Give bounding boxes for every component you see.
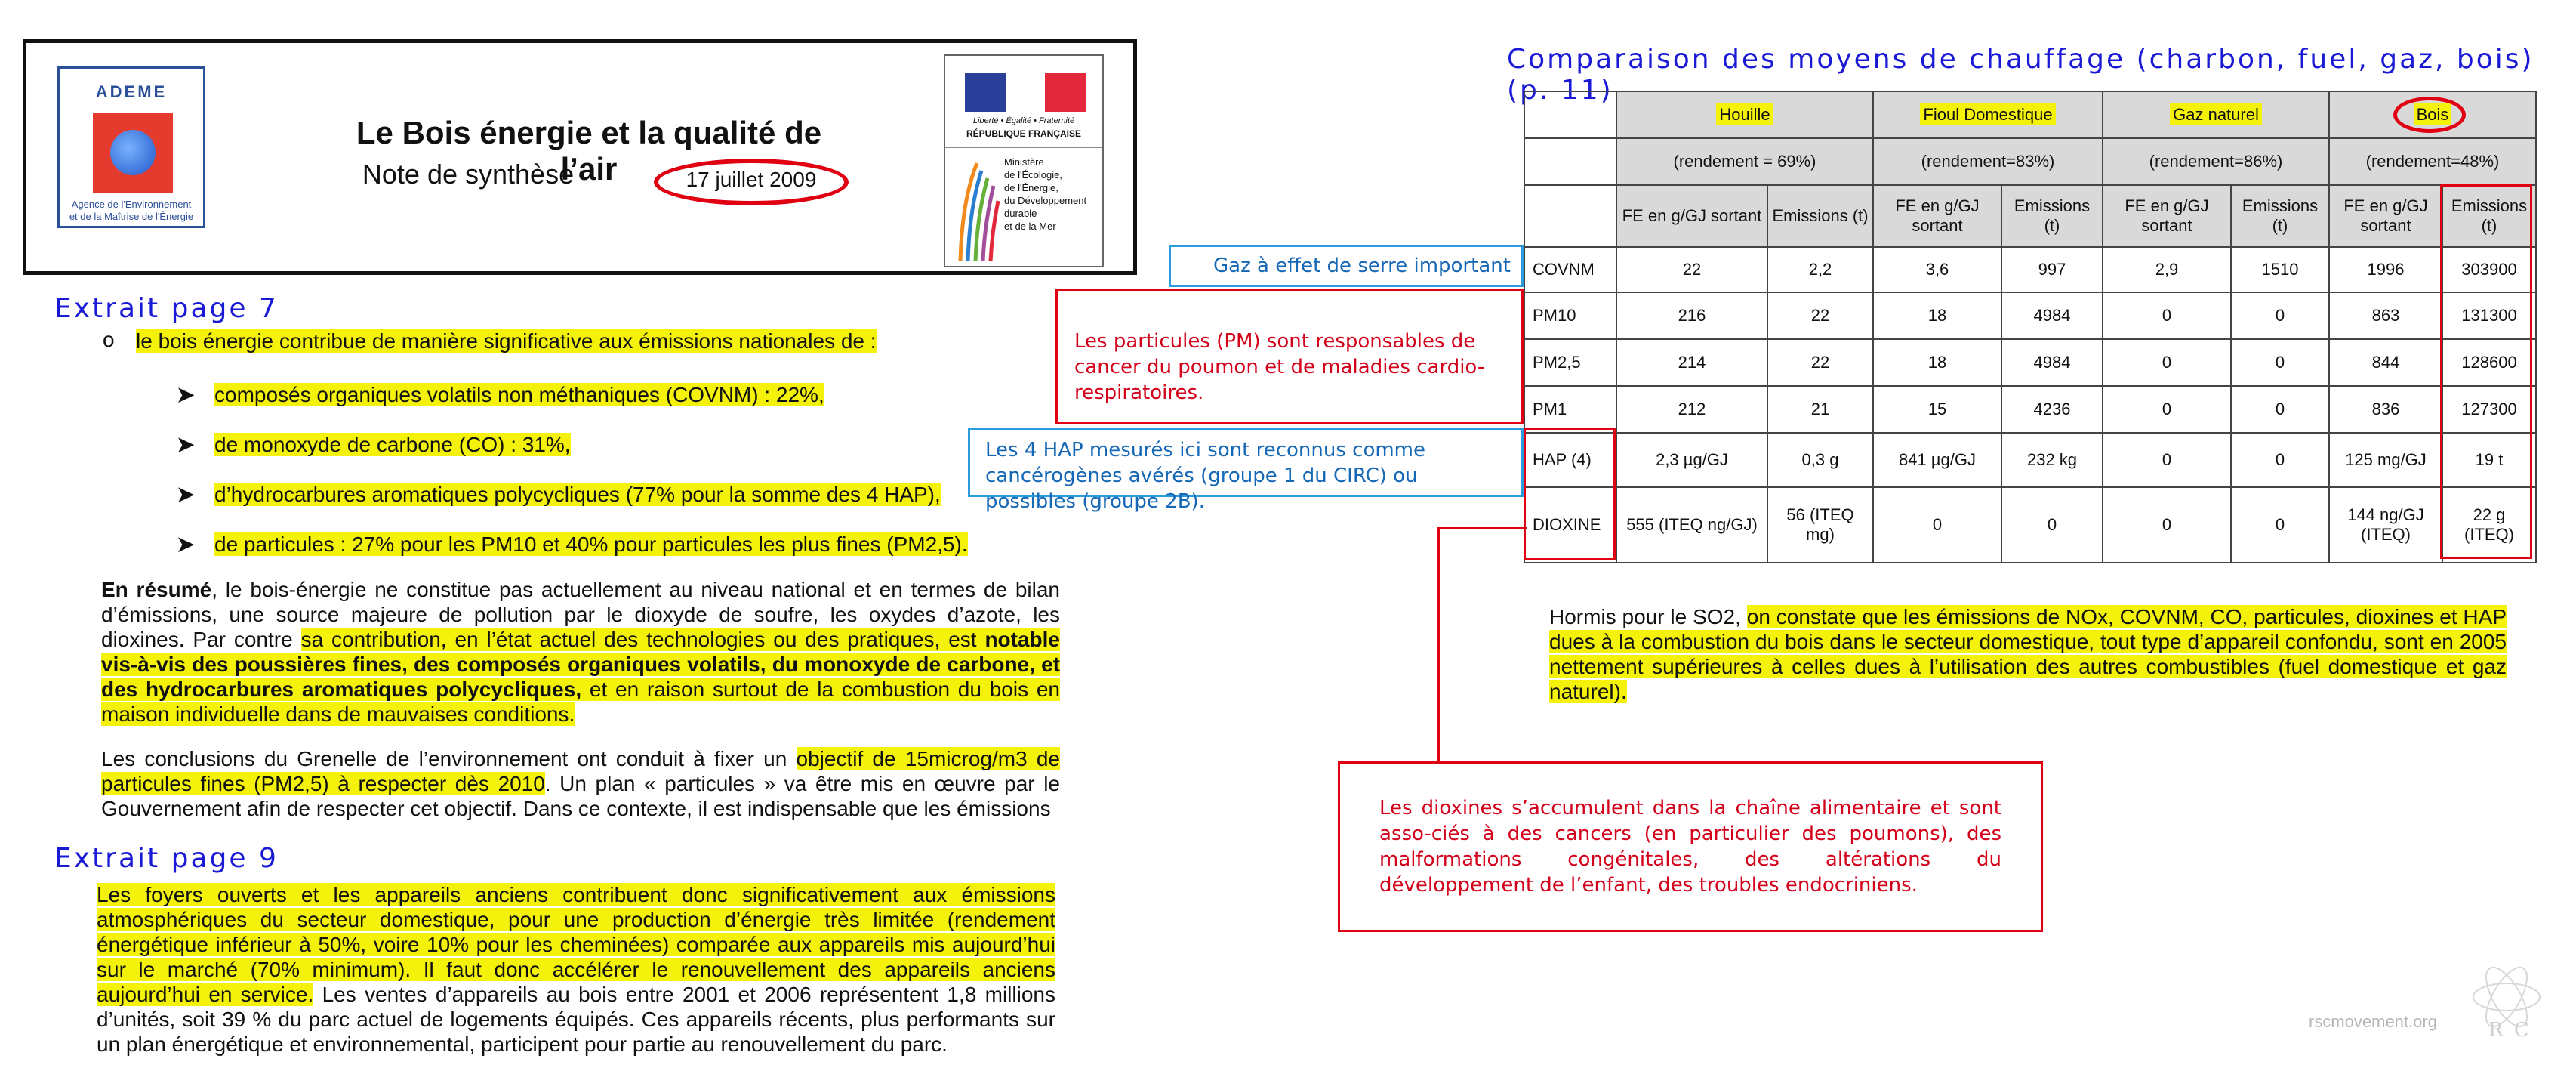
table-cell: 0 [2103, 433, 2231, 487]
list-item-text: de particules : 27% pour les PM10 et 40% pour particules les plus fines (PM2,5). [214, 532, 968, 556]
table-cell: 0 [2231, 386, 2329, 433]
callout-dioxine [1338, 761, 2043, 932]
column-header: Emissions (t) [2442, 185, 2536, 247]
table-row [1524, 386, 2536, 433]
table-cell: 303900 [2442, 247, 2536, 292]
pollutant-cell: HAP (4) [1524, 433, 1616, 487]
pollutant-cell: PM1 [1524, 386, 1616, 433]
table-cell: 127300 [2442, 386, 2536, 433]
table-title: Comparaison des moyens de chauffage (charbon, fuel, gaz, bois) (p. 11) [1507, 44, 2534, 106]
callout-text: Les dioxines s’accumulent dans la chaîne alimentaire et sont asso-ciés à des cancers (en particulier des poumons), des malformations congénitales, des altérations du développement de l’enfant, des troubles endocriniens. [1379, 797, 2001, 897]
ministry-name [1004, 156, 1086, 233]
ademe-subtitle-line: et de la Maîtrise de l'Énergie [69, 211, 194, 222]
table-cell: 56 (ITEQ mg) [1767, 487, 1873, 563]
page9-highlight: Les foyers ouverts et les appareils anciens contribuent donc significativement aux émissions atmosphériques du secteur domestique, pour une production d’énergie très limitée (rendement énergétique inférieur à 50%, voire 10% pour les cheminées) comparée aux appareils mis aujourd’hui sur le marché (70% minimum). Il faut donc accélérer le renouvellement des appareils anciens aujourd’hui en service. [97, 883, 1055, 1006]
table-cell: 214 [1616, 339, 1767, 386]
table-corner [1524, 185, 1616, 247]
column-header: FE en g/GJ sortant [2103, 185, 2231, 247]
table-cell: 21 [1767, 386, 1873, 433]
callout-greenhouse-gas [1169, 245, 1524, 287]
ministry-name-line: du Développement [1004, 195, 1087, 206]
pollutant-cell: PM10 [1524, 292, 1616, 339]
table-cell: 22 [1767, 339, 1873, 386]
grenelle-highlight: objectif de 15microg/m3 de particules fines (PM2,5) à respecter dès 2010 [101, 747, 1061, 795]
ademe-brand: ADEME [95, 82, 168, 101]
watermark-logo-icon [2467, 955, 2546, 1045]
table-cell: 3,6 [1873, 247, 2001, 292]
table-cell: 22 [1767, 292, 1873, 339]
table-corner [1524, 138, 1616, 185]
grenelle-text-end: . Un plan « particules » va être mis en œuvre par le Gouvernement afin de respecter cet objectif. Dans ce contexte, il est indispensable que les émissions [101, 772, 1060, 820]
ministry-name-line: de l'Écologie, [1004, 169, 1062, 181]
column-header: Emissions (t) [2001, 185, 2103, 247]
rendement-cell: (rendement=83%) [1873, 138, 2103, 185]
table-cell: 15 [1873, 386, 2001, 433]
table-cell: 131300 [2442, 292, 2536, 339]
table-cell: 997 [2001, 247, 2103, 292]
logo-divider [945, 147, 1102, 148]
table-row [1524, 247, 2536, 292]
table-cell: 0 [2231, 433, 2329, 487]
fuel-header [1873, 91, 2103, 138]
extrait-page-9-title: Extrait page 9 [54, 843, 279, 874]
table-cell: 0 [2231, 339, 2329, 386]
table-cell: 18 [1873, 292, 2001, 339]
callout-particles [1055, 289, 1524, 424]
table-cell: 4984 [2001, 292, 2103, 339]
document-title: Le Bois énergie et la qualité de l’air [356, 115, 822, 187]
list-item [177, 532, 968, 557]
intro-line [136, 329, 877, 353]
list-item [177, 382, 824, 407]
intro-line-text: le bois énergie contribue de manière significative aux émissions nationales de : [136, 329, 877, 353]
table-cell: 22 g (ITEQ) [2442, 487, 2536, 563]
fuel-header [2103, 91, 2329, 138]
grenelle-paragraph [101, 746, 1060, 821]
table-cell: 216 [1616, 292, 1767, 339]
ademe-logo [57, 66, 205, 228]
table-cell: 0 [2103, 292, 2231, 339]
pollutant-cell: DIOXINE [1524, 487, 1616, 563]
callout-text: Les 4 HAP mesurés ici sont reconnus comme cancérogènes avérés (groupe 1 du CIRC) ou possibles (groupe 2B). [985, 439, 1426, 513]
arrow-bullet-icon: ➤ [177, 433, 195, 456]
table-cell: 0 [2001, 487, 2103, 563]
fuel-name: Houille [1716, 103, 1773, 125]
globe-icon [110, 130, 156, 175]
table-cell: 2,2 [1767, 247, 1873, 292]
table-cell: 1996 [2329, 247, 2442, 292]
ministry-name-line: Ministère [1004, 156, 1044, 168]
table-cell: 863 [2329, 292, 2442, 339]
table-cell: 844 [2329, 339, 2442, 386]
column-header: FE en g/GJ sortant [1873, 185, 2001, 247]
table-cell: 144 ng/GJ (ITEQ) [2329, 487, 2442, 563]
table-cell: 4236 [2001, 386, 2103, 433]
column-header: FE en g/GJ sortant [2329, 185, 2442, 247]
republic-motto: Liberté • Égalité • Fraternité [972, 116, 1075, 125]
rendement-cell: (rendement = 69%) [1616, 138, 1873, 185]
table-cell: 0,3 g [1767, 433, 1873, 487]
table-cell: 555 (ITEQ ng/GJ) [1616, 487, 1767, 563]
hormis-paragraph [1549, 604, 2507, 704]
dioxine-pollutant-frame [1524, 428, 1616, 560]
table-row [1524, 292, 2536, 339]
table-cell: 0 [2103, 339, 2231, 386]
callout-hap [968, 428, 1524, 513]
table-cell: 125 mg/GJ [2329, 433, 2442, 487]
table-cell: 19 t [2442, 433, 2536, 487]
callout-connector [1437, 527, 1440, 763]
fuel-name: Gaz naturel [2170, 103, 2262, 125]
ministry-stripes-icon [954, 156, 1000, 261]
table-cell: 212 [1616, 386, 1767, 433]
hormis-highlight: on constate que les émissions de NOx, COVNM, CO, particules, dioxines et HAP dues à la combustion du bois dans le secteur domestique, tout type d’appareil confondu, sont en 2005 nettement supérieures à celles dues à l’utilisation des autres combustibles (fuel domestique et gaz naturel). [1549, 605, 2507, 703]
table-cell: 232 kg [2001, 433, 2103, 487]
french-flag-icon [965, 73, 1086, 112]
column-header: Emissions (t) [1767, 185, 1873, 247]
page9-text: Les ventes d’appareils au bois entre 2001 et 2006 représentent 1,8 millions d’unités, soit 39 % du parc actuel de logements équipés. Ces appareils récents, plus performants sur un plan énergétique et environnemental, participent pour partie au renouvellement du parc. [97, 983, 1055, 1056]
table-row [1524, 433, 2536, 487]
column-header: Emissions (t) [2231, 185, 2329, 247]
table-cell: 836 [2329, 386, 2442, 433]
table-row [1524, 487, 2536, 563]
rendement-cell: (rendement=86%) [2103, 138, 2329, 185]
pollutant-cell: COVNM [1524, 247, 1616, 292]
table-cell: 18 [1873, 339, 2001, 386]
ministry-name-line: et de la Mer [1004, 221, 1056, 232]
ademe-red-square [93, 113, 173, 193]
document-date: 17 juillet 2009 [686, 168, 817, 191]
callout-text: Les particules (PM) sont responsables de cancer du poumon et de maladies cardio-respiratoires. [1074, 330, 1485, 404]
table-cell: 841 µg/GJ [1873, 433, 2001, 487]
resume-highlight-end: et en raison surtout de la combustion du bois en maison individuelle dans de mauvaises conditions. [101, 678, 1060, 726]
grenelle-text: Les conclusions du Grenelle de l’environnement ont conduit à fixer un [101, 747, 797, 770]
callout-text: Gaz à effet de serre important [1213, 255, 1511, 277]
list-item [177, 482, 941, 507]
pollutant-cell: PM2,5 [1524, 339, 1616, 386]
callout-connector [1437, 527, 1527, 529]
watermark-text: rscmovement.org [2309, 1012, 2437, 1031]
arrow-bullet-icon: ➤ [177, 383, 195, 406]
table-cell: 0 [2231, 487, 2329, 563]
ministry-logo [944, 54, 1104, 267]
fuel-name: Bois [2414, 103, 2452, 125]
ademe-subtitle [60, 199, 203, 223]
table-cell: 22 [1616, 247, 1767, 292]
fuel-header [1616, 91, 1873, 138]
heating-comparison-table [1524, 91, 2537, 563]
resume-text: , le bois-énergie ne constitue pas actuellement au niveau national et en termes de bilan d’émissions, une source majeure de pollution par le dioxyde de soufre, les oxydes d’azote, les dioxines. Par contre [101, 578, 1061, 651]
table-cell: 128600 [2442, 339, 2536, 386]
list-item [177, 432, 571, 457]
list-item-text: composés organiques volatils non méthaniques (COVNM) : 22%, [214, 383, 824, 406]
table-cell: 2,3 µg/GJ [1616, 433, 1767, 487]
extrait-page-7-title: Extrait page 7 [54, 293, 279, 324]
page9-paragraph [97, 882, 1055, 1057]
list-item-text: d’hydrocarbures aromatiques polycycliques (77% pour la somme des 4 HAP), [214, 483, 941, 506]
resume-highlight-bold: notable vis-à-vis des poussières fines, des composés organiques volatils, du monoxyde de carbone, et des hydrocarbures aromatiques polycycliques, [101, 628, 1060, 701]
table-cell: 0 [2231, 292, 2329, 339]
table-corner [1524, 91, 1616, 138]
ademe-subtitle-line: Agence de l'Environnement [71, 199, 192, 210]
svg-text:R: R [2488, 1019, 2504, 1042]
table-cell: 0 [1873, 487, 2001, 563]
resume-paragraph [101, 577, 1060, 727]
table-cell: 2,9 [2103, 247, 2231, 292]
table-cell: 0 [2103, 487, 2231, 563]
list-item-text: de monoxyde de carbone (CO) : 31%, [214, 433, 571, 456]
document-subtitle: Note de synthèse [362, 159, 575, 190]
fuel-name: Fioul Domestique [1920, 103, 2055, 125]
arrow-bullet-icon: ➤ [177, 532, 195, 556]
rendement-cell: (rendement=48%) [2329, 138, 2536, 185]
resume-highlight: sa contribution, en l’état actuel des technologies ou des pratiques, est [300, 628, 985, 651]
bois-highlight-ellipse [2393, 97, 2466, 133]
table-row [1524, 339, 2536, 386]
table-cell: 0 [2103, 386, 2231, 433]
arrow-bullet-icon: ➤ [177, 483, 195, 506]
svg-text:C: C [2514, 1019, 2529, 1042]
bois-emissions-frame [2440, 184, 2532, 559]
table-cell: 1510 [2231, 247, 2329, 292]
resume-label: En résumé [101, 578, 212, 601]
table-cell: 4984 [2001, 339, 2103, 386]
republic-name: RÉPUBLIQUE FRANÇAISE [966, 128, 1081, 139]
ministry-name-line: durable [1004, 208, 1037, 219]
bullet-icon: o [103, 328, 115, 351]
column-header: FE en g/GJ sortant [1616, 185, 1767, 247]
ministry-name-line: de l'Énergie, [1004, 182, 1058, 193]
hormis-text: Hormis pour le SO2, [1549, 605, 1747, 628]
